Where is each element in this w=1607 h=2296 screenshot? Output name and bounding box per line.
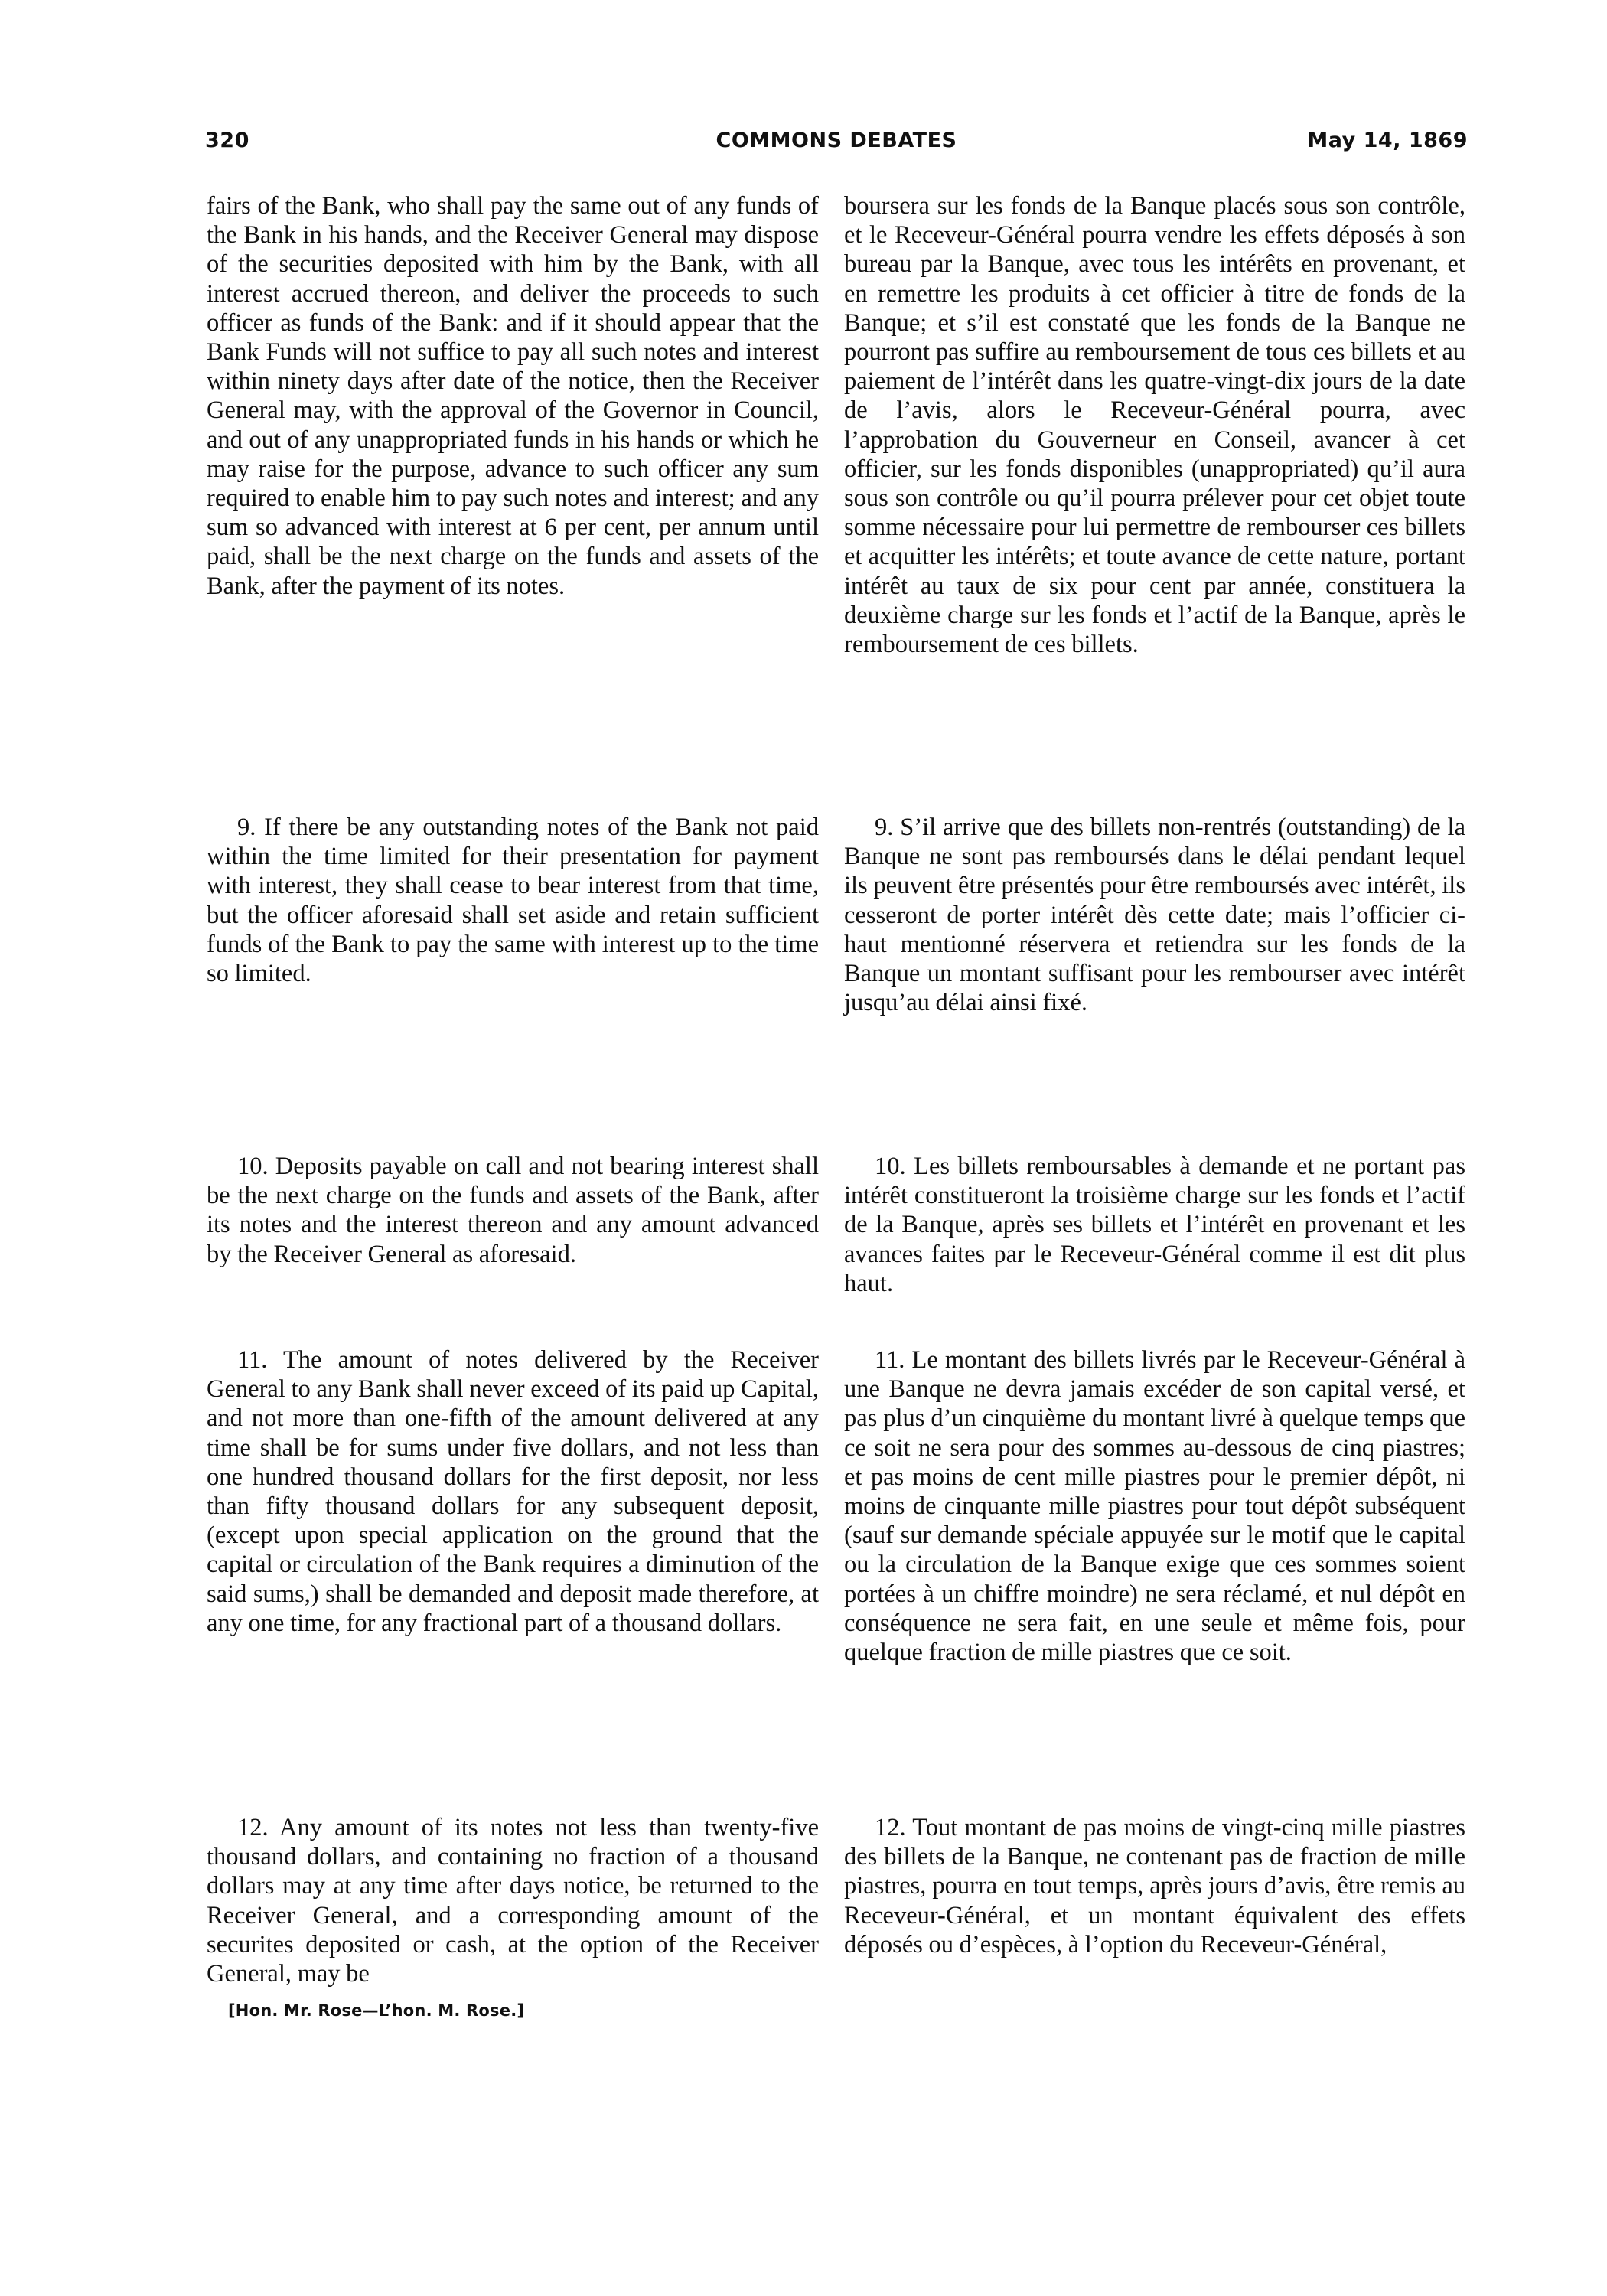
french-paragraph-12: 12. Tout montant de pas moins de vingt-cinq mille piastres des billets de la Banque, ne contenant pas de fraction de mille piastres, pourra en tout temps, après jours d’avis, être remis au Receveur-Général, et un montant équivalent des effets déposés ou d’espèces, à l’option du Receveur-Général, xyxy=(844,1814,1465,1958)
sitting-date: May 14, 1869 xyxy=(1307,129,1468,152)
english-paragraph-10: 10. Deposits payable on call and not bearing interest shall be the next charge on the funds and assets of the Bank, after its notes and the interest thereon and any amount advanced by the Receiver General as aforesaid. xyxy=(207,1153,819,1268)
page-number: 320 xyxy=(205,129,249,152)
speaker-footer: [Hon. Mr. Rose—L’hon. M. Rose.] xyxy=(228,2001,525,2020)
french-paragraph-9: 9. S’il arrive que des billets non-rentrés (outstanding) de la Banque ne sont pas remboursés dans le délai pendant lequel ils peuvent être présentés pour être remboursés avec intérêt, ils cesseront de porter intérêt dès cette date; mais l’officier ci-haut mentionné réservera et retiendra sur les fonds de la Banque un montant suffisant pour les rembourser avec intérêt jusqu’au délai ainsi fixé. xyxy=(844,814,1465,1017)
page-header xyxy=(205,129,1468,159)
french-paragraph-11: 11. Le montant des billets livrés par le Receveur-Général à une Banque ne devra jamais excéder de son capital versé, et pas plus d’un cinquième du montant livré à quelque temps que ce soit ne sera pour des sommes au-dessous de cinq piastres; et pas moins de cent mille piastres pour le premier dépôt, ni moins de cinquante mille piastres pour tout dépôt subséquent (sauf sur demande spéciale appuyée sur le motif que le capital ou la circulation de la Banque exige que ces sommes soient portées à un chiffre moindre) ne sera réclamé, et nul dépôt en conséquence ne sera fait, en une seule et même fois, pour quelque fraction de mille piastres que ce soit. xyxy=(844,1346,1465,1667)
french-paragraph-10: 10. Les billets remboursables à demande et ne portant pas intérêt constitueront la troisième charge sur les fonds et l’actif de la Banque, après ses billets et l’intérêt en provenant et les avances faites par le Receveur-Général comme il est dit plus haut. xyxy=(844,1153,1465,1297)
english-paragraph-continued: fairs of the Bank, who shall pay the same out of any funds of the Bank in his hands, and the Receiver General may dispose of the securities deposited with him by the Bank, with all interest accrued thereon, and deliver the proceeds to such officer as funds of the Bank: and if it should appear that the Bank Funds will not suffice to pay all such notes and interest within ninety days after date of the notice, then the Receiver General may, with the approval of the Governor in Council, and out of any unappropriated funds in his hands or which he may raise for the purpose, advance to such officer any sum required to enable him to pay such notes and interest; and any sum so advanced with interest at 6 per cent, per annum until paid, shall be the next charge on the funds and assets of the Bank, after the payment of its notes. xyxy=(207,192,819,600)
english-paragraph-12: 12. Any amount of its notes not less than twenty-five thousand dollars, and containing no fraction of a thousand dollars may at any time after days notice, be returned to the Receiver General, and a corresponding amount of the securites deposited or cash, at the option of the Receiver General, may be xyxy=(207,1814,819,1988)
french-paragraph-continued: boursera sur les fonds de la Banque placés sous son contrôle, et le Receveur-Général pourra vendre les effets déposés à son bureau par la Banque, avec tous les intérêts en provenant, et en remettre les produits à cet officier à titre de fonds de la Banque; et s’il est constaté que les fonds de la Banque ne pourront pas suffire au remboursement de tous ces billets et au paiement de l’intérêt dans les quatre-vingt-dix jours de la date de l’avis, alors le Receveur-Général pourra, avec l’approbation du Gouverneur en Conseil, avancer à cet officier, sur les fonds disponibles (unappropriated) qu’il aura sous son contrôle ou qu’il pourra prélever pour cet objet toute somme nécessaire pour lui permettre de rembourser ces billets et acquitter les intérêts; et toute avance de cette nature, portant intérêt au taux de six pour cent par année, constituera la deuxième charge sur les fonds et l’actif de la Banque, après le remboursement de ces billets. xyxy=(844,192,1465,659)
english-paragraph-11: 11. The amount of notes delivered by the Receiver General to any Bank shall never exceed of its paid up Capital, and not more than one-fifth of the amount delivered at any time shall be for sums under five dollars, and not less than one hundred thousand dollars for the first deposit, nor less than fifty thousand dollars for any subsequent deposit, (except upon special application on the ground that the capital or circulation of the Bank requires a diminution of the said sums,) shall be demanded and deposit made therefore, at any one time, for any fractional part of a thousand dollars. xyxy=(207,1346,819,1637)
english-paragraph-9: 9. If there be any outstanding notes of the Bank not paid within the time limited for their presentation for payment with interest, they shall cease to bear interest from that time, but the officer aforesaid shall set aside and retain sufficient funds of the Bank to pay the same with interest up to the time so limited. xyxy=(207,814,819,988)
publication-title: COMMONS DEBATES xyxy=(715,129,957,152)
